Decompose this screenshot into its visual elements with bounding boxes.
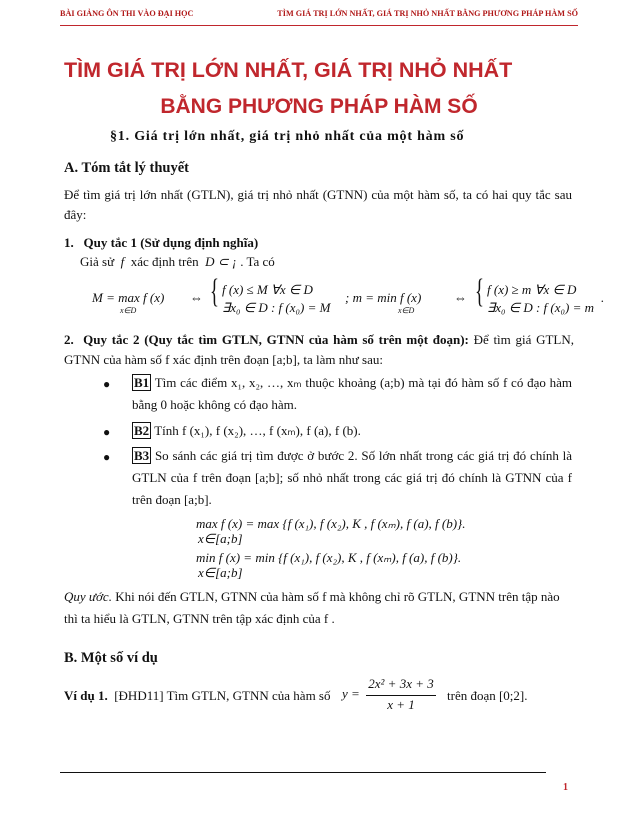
equation-min: min f (x) = min {f (x₁), f (x₂), K , f (xₘ), f (a), f (b)}. bbox=[196, 550, 462, 565]
part-b-heading: B. Một số ví dụ bbox=[64, 650, 158, 666]
formula-iff-2: ⇔ bbox=[454, 290, 467, 305]
part-a-heading: A. Tóm tắt lý thuyết bbox=[64, 160, 189, 176]
step-1 bbox=[132, 372, 572, 416]
bullet-icon: ● bbox=[103, 377, 111, 391]
formula-cond-1: f (x) ≤ M ∀x ∈ D bbox=[222, 282, 313, 297]
bullet-icon: ● bbox=[103, 425, 111, 439]
step-3 bbox=[132, 445, 572, 511]
example-tail: trên đoạn [0;2]. bbox=[447, 688, 528, 703]
convention-paragraph bbox=[64, 586, 574, 630]
step-3-text: So sánh các giá trị tìm được ở bước 2. Số lớn nhất trong các giá trị đó chính là GTLN của f trên đoạn [a;b]; số nhỏ nhất trong các giá trị đó chính là GTNN của f trên đoạn [a;b]. bbox=[132, 448, 572, 507]
example-1-text: [ĐHD11] Tìm GTLN, GTNN của hàm số bbox=[114, 688, 331, 703]
intro-paragraph: Để tìm giá trị lớn nhất (GTLN), giá trị nhỏ nhất (GTNN) của một hàm số, ta có hai quy tắc sau đây: bbox=[64, 187, 572, 222]
rule1-number: 1. bbox=[64, 235, 74, 250]
formula-end: . bbox=[601, 290, 605, 305]
rule1-heading bbox=[64, 233, 258, 253]
rule1-domain: D ⊂ ¡ bbox=[205, 254, 237, 269]
title-line-1: TÌM GIÁ TRỊ LỚN NHẤT, GIÁ TRỊ NHỎ NHẤT bbox=[64, 58, 513, 82]
rule1-text-c: . Ta có bbox=[240, 254, 275, 269]
convention-label: Quy ước. bbox=[64, 589, 112, 604]
formula-min-sub: x∈D bbox=[398, 306, 415, 315]
example-y: y = bbox=[342, 686, 360, 701]
rule2-text: Để tìm giá GTLN, GTNN của hàm số f xác định trên đoạn [a;b], ta làm như sau: bbox=[64, 332, 574, 367]
step-1-label: B1 bbox=[134, 375, 150, 390]
fraction-bar bbox=[366, 695, 436, 696]
example-1 bbox=[64, 686, 330, 706]
rule1-title: Quy tắc 1 (Sử dụng định nghĩa) bbox=[83, 235, 259, 250]
footer-rule bbox=[60, 772, 546, 773]
header-left: BÀI GIẢNG ÔN THI VÀO ĐẠI HỌC bbox=[60, 9, 194, 18]
header-right: TÌM GIÁ TRỊ LỚN NHẤT, GIÁ TRỊ NHỎ NHẤT BẰNG PHƯƠNG PHÁP HÀM SỐ bbox=[277, 9, 578, 18]
formula-max-sub: x∈D bbox=[120, 306, 137, 315]
section-heading: §1. Giá trị lớn nhất, giá trị nhỏ nhất của một hàm số bbox=[110, 129, 465, 144]
formula-iff-1: ⇔ bbox=[190, 290, 203, 305]
fraction-numerator: 2x² + 3x + 3 bbox=[368, 676, 434, 691]
rule1-text-a: Giả sử bbox=[80, 254, 115, 269]
bullet-icon: ● bbox=[103, 450, 111, 464]
equation-max: max f (x) = max {f (x₁), f (x₂), K , f (xₘ), f (a), f (b)}. bbox=[196, 516, 466, 531]
brace-2: { bbox=[475, 273, 484, 310]
step-2 bbox=[132, 420, 572, 442]
formula-max: M = max f (x) bbox=[92, 290, 165, 305]
equation-min-sub: x∈[a;b] bbox=[198, 565, 243, 580]
header-rule bbox=[60, 25, 578, 26]
rule2-paragraph bbox=[64, 330, 574, 370]
formula-cond-3: f (x) ≥ m ∀x ∈ D bbox=[487, 282, 577, 297]
rule2-number: 2. bbox=[64, 332, 74, 347]
rule1-f: f bbox=[120, 254, 125, 269]
rule2-title: Quy tắc 2 (Quy tắc tìm GTLN, GTNN của hàm số trên một đoạn): bbox=[83, 332, 469, 347]
title-line-2: BẰNG PHƯƠNG PHÁP HÀM SỐ bbox=[160, 95, 478, 118]
page-number: 1 bbox=[563, 782, 568, 793]
running-header bbox=[60, 9, 578, 23]
fraction-denominator: x + 1 bbox=[387, 697, 415, 712]
example-fraction bbox=[366, 676, 436, 716]
convention-text: Khi nói đến GTLN, GTNN của hàm số f mà không chỉ rõ GTLN, GTNN trên tập nào thì ta hiểu là GTLN, GTNN trên tập xác định của f . bbox=[64, 589, 560, 626]
brace-1: { bbox=[210, 273, 219, 310]
rule1-text bbox=[80, 252, 275, 272]
formula-cond-2: ∃x₀ ∈ D : f (x₀) = M bbox=[222, 300, 331, 315]
step-3-label: B3 bbox=[134, 448, 150, 463]
step-2-text: Tính f (x₁), f (x₂), …, f (xₘ), f (a), f (b). bbox=[154, 423, 361, 438]
example-1-label: Ví dụ 1. bbox=[64, 688, 108, 703]
rule1-text-b: xác định trên bbox=[130, 254, 199, 269]
equation-max-sub: x∈[a;b] bbox=[198, 531, 243, 546]
formula-cond-4: ∃x₀ ∈ D : f (x₀) = m bbox=[487, 300, 595, 315]
step-2-label: B2 bbox=[134, 423, 150, 438]
formula-min: ; m = min f (x) bbox=[345, 290, 422, 305]
step-1-text: Tìm các điểm x₁, x₂, …, xₘ thuộc khoảng (a;b) mà tại đó hàm số f có đạo hàm bằng 0 hoặc không có đạo hàm. bbox=[132, 375, 572, 412]
